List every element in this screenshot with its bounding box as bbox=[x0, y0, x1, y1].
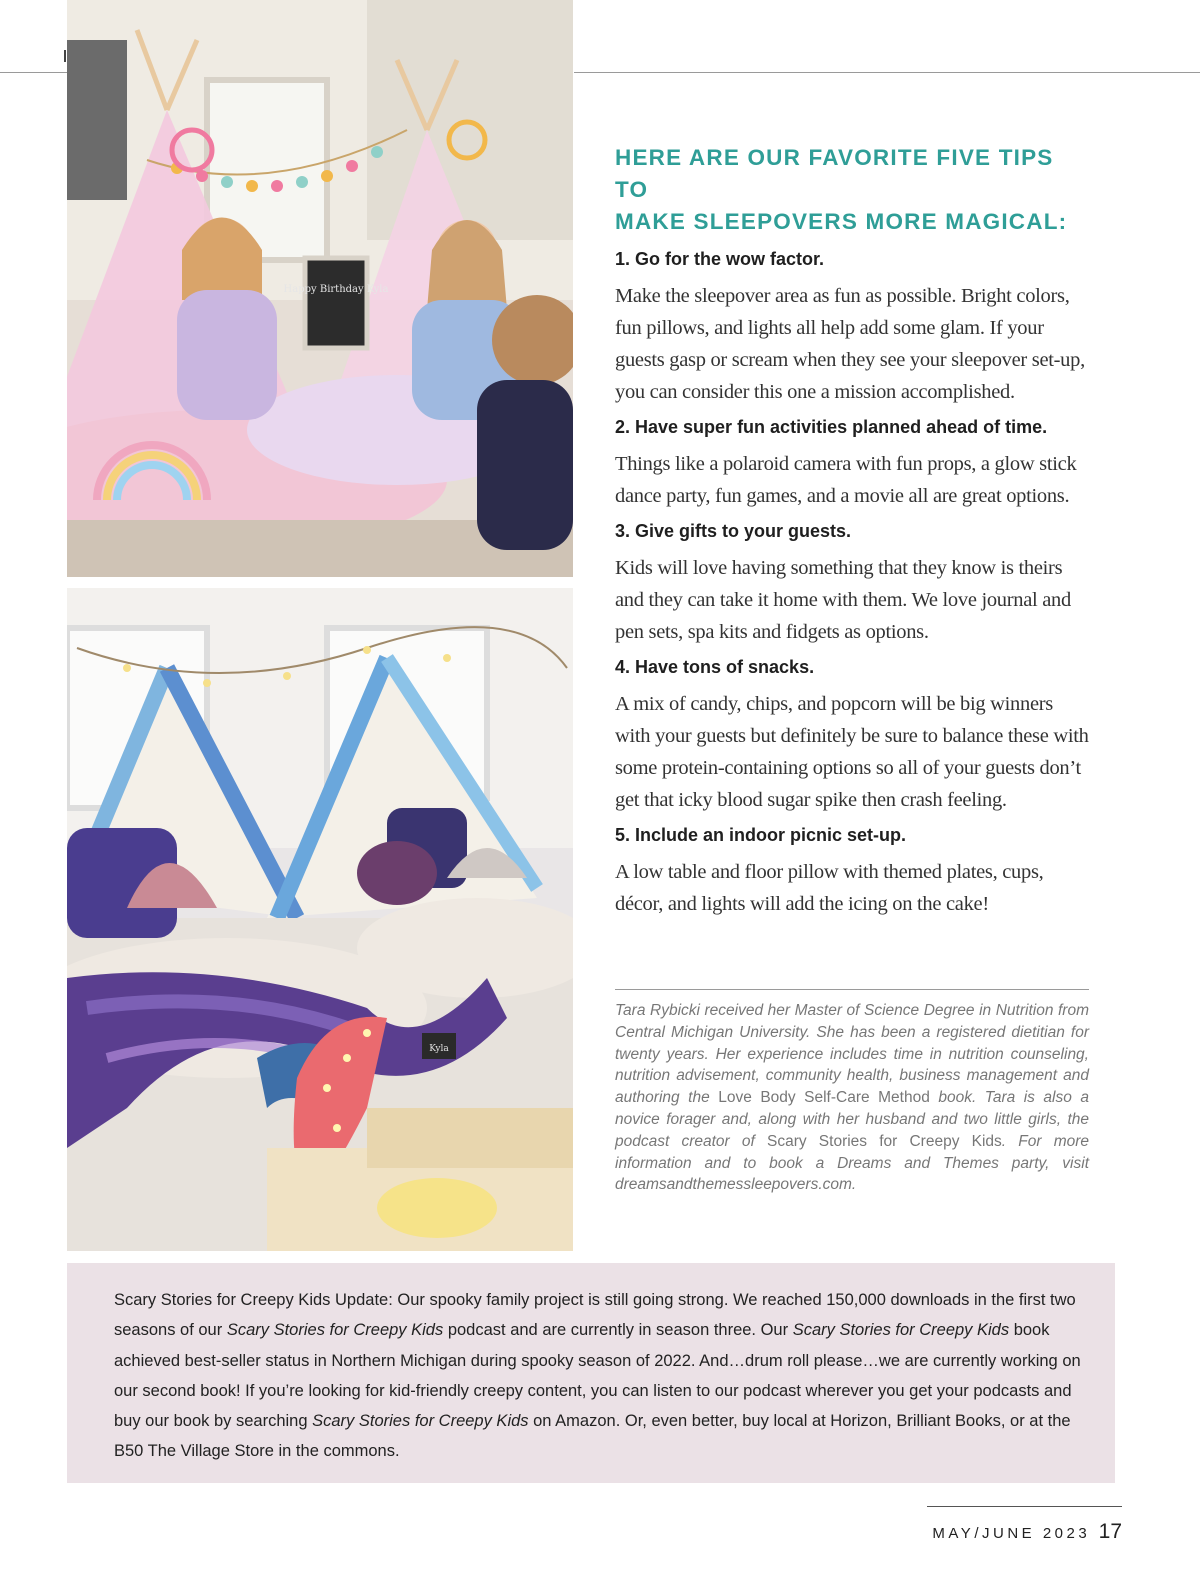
issue-date: MAY/JUNE 2023 bbox=[932, 1525, 1091, 1542]
crop-mark bbox=[64, 50, 66, 62]
author-bio bbox=[615, 1000, 1089, 1196]
podcast-title: Scary Stories for Creepy Kids bbox=[226, 1321, 444, 1340]
mermaid-sleepover-photo bbox=[67, 588, 573, 1251]
footer-rule bbox=[927, 1506, 1122, 1507]
update-segment: Scary Stories for Creepy Kids Update: Our spooky family project is still going strong. We reached 150,000 downloads in the first two seasons of our bbox=[114, 1291, 1076, 1340]
update-segment: on Amazon. Or, even better, buy local at Horizon, Brilliant Books, or at the B50 The Village Store in the commons. bbox=[114, 1412, 1071, 1461]
search-title: Scary Stories for Creepy Kids bbox=[312, 1412, 529, 1431]
tip-body: Make the sleepover area as fun as possible. Bright colors, fun pillows, and lights all help add some glam. If your guests gasp or scream when they see your sleepover set-up, you can consider this one a mission accomplished. bbox=[615, 285, 1085, 403]
mermaid-photo-illustration bbox=[67, 588, 573, 1251]
bio-text: book. Tara is also a novice forager and, along with her husband and two little girls, the podcast creator of bbox=[615, 1089, 1089, 1150]
tip-title: 5. Include an indoor picnic set-up. bbox=[615, 825, 907, 845]
tips-article bbox=[615, 142, 1089, 928]
chalkboard-sign-text: Happy Birthday Kyla bbox=[283, 284, 389, 295]
chalkboard-sign bbox=[305, 258, 367, 348]
top-rule bbox=[574, 72, 1200, 73]
podcast-update-box bbox=[67, 1263, 1115, 1483]
update-text bbox=[114, 1285, 1085, 1467]
bio-book-title: Love Body Self-Care Method bbox=[718, 1089, 930, 1107]
page-number: 17 bbox=[1098, 1520, 1122, 1543]
top-rule bbox=[0, 72, 68, 73]
tip-body: A low table and floor pillow with themed plates, cups, décor, and lights will add the icing on the cake! bbox=[615, 861, 1044, 915]
bio-text: . For more information and to book a Dreams and Themes party, visit dreamsandthemessleepovers.com. bbox=[615, 1132, 1090, 1194]
tip-title: 4. Have tons of snacks. bbox=[615, 657, 815, 677]
article-heading bbox=[615, 142, 1089, 238]
update-segment: podcast and are currently in season three. Our bbox=[443, 1321, 793, 1340]
bio-text: Tara Rybicki received her Master of Science Degree in Nutrition from Central Michigan University. She has been a registered dietitian for twenty years. Her experience includes time in nutrition counseling, nutrition advisement, community health, business management and authoring the bbox=[615, 1002, 1089, 1107]
teepee-photo-illustration bbox=[67, 0, 573, 577]
book-title: Scary Stories for Creepy Kids bbox=[792, 1321, 1010, 1340]
tip-body: Kids will love having something that they know is theirs and they can take it home with them. We love journal and pen sets, spa kits and fidgets as options. bbox=[615, 557, 1071, 643]
tip-body: Things like a polaroid camera with fun props, a glow stick dance party, fun games, and a movie all are great options. bbox=[615, 453, 1077, 507]
tip-title: 1. Go for the wow factor. bbox=[615, 249, 825, 269]
tray-sign-text: Kyla bbox=[429, 1044, 449, 1054]
bio-podcast-title: Scary Stories for Creepy Kids bbox=[767, 1132, 1002, 1150]
tip-body: A mix of candy, chips, and popcorn will be big winners with your guests but definitely be sure to balance these with some protein-containing options so all of your guests don’t get that icky blood sugar spike then crash feeling. bbox=[615, 693, 1089, 811]
update-segment: book achieved best-seller status in Northern Michigan during spooky season of 2022. And…drum roll please…we are currently working on our second book! If you’re looking for kid-friendly creepy content, you can listen to our podcast wherever you get your podcasts and buy our book by searching bbox=[114, 1321, 1081, 1431]
tip-title: 2. Have super fun activities planned ahead of time. bbox=[615, 417, 1048, 437]
page-footer bbox=[932, 1520, 1122, 1544]
sleepover-teepee-photo bbox=[67, 0, 573, 577]
bio-divider bbox=[615, 989, 1089, 990]
tip-title: 3. Give gifts to your guests. bbox=[615, 521, 852, 541]
article-heading-line: HERE ARE OUR FAVORITE FIVE TIPS TO bbox=[615, 145, 1054, 202]
article-heading-line: MAKE SLEEPOVERS MORE MAGICAL: bbox=[615, 209, 1068, 234]
